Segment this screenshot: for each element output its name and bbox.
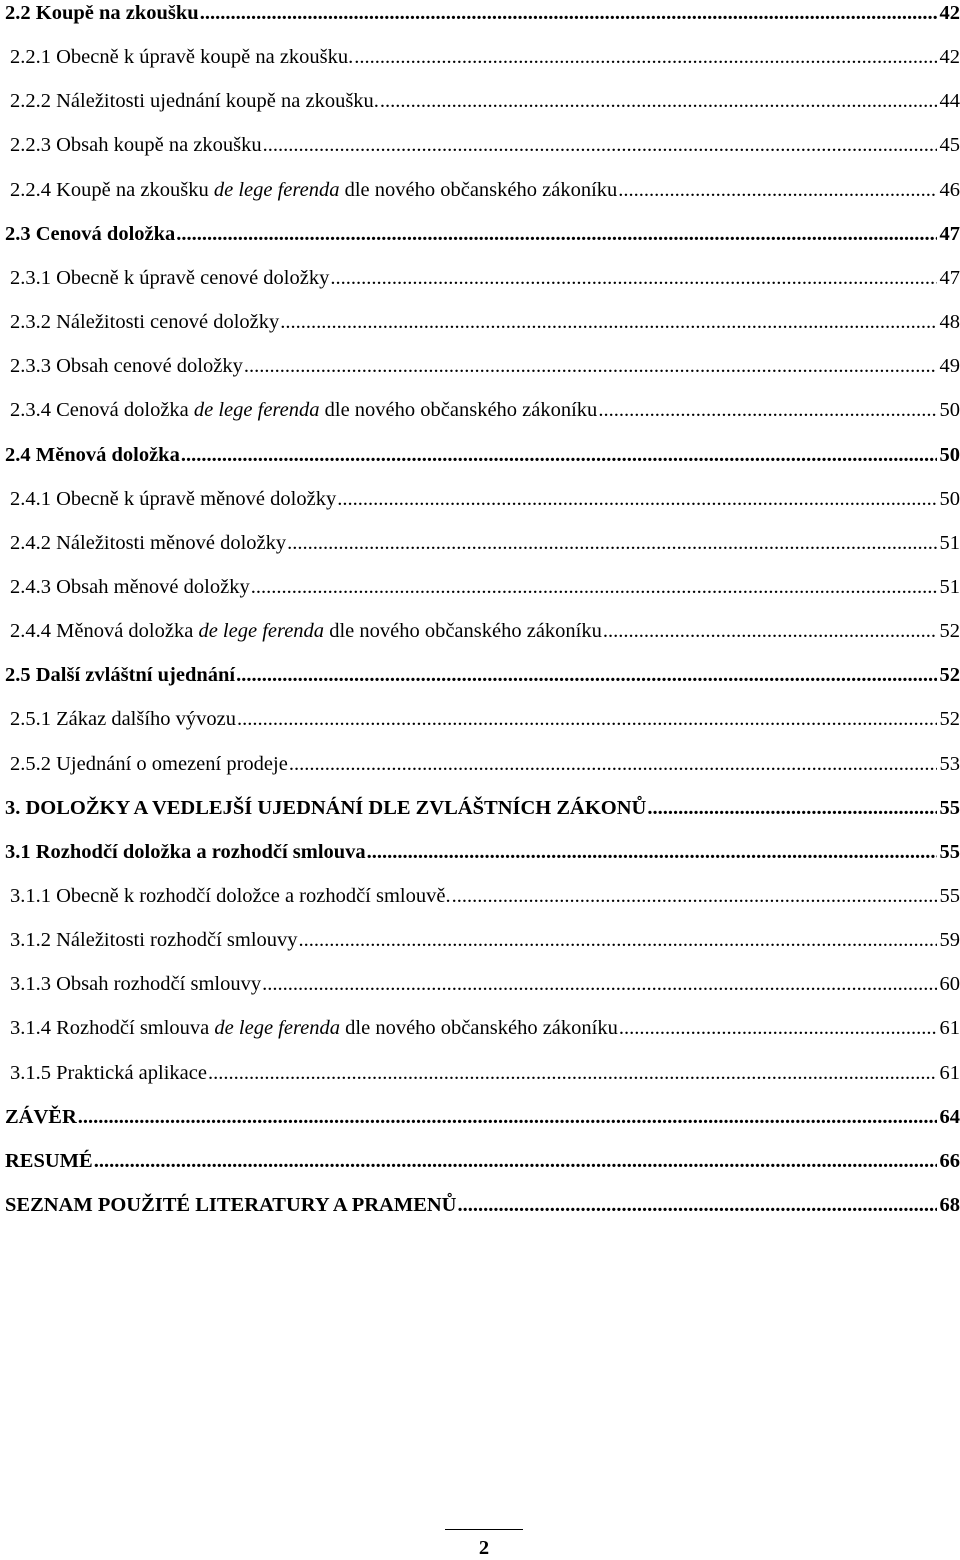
toc-entry-title [10, 351, 243, 381]
toc-entry-title-text: 3.1.3 Obsah rozhodčí smlouvy [10, 973, 261, 995]
toc-page-number: 49 [938, 351, 960, 381]
toc-entry-title [10, 572, 250, 602]
toc-dot-leader [598, 395, 936, 425]
toc-dot-leader [618, 175, 936, 205]
toc-entry[interactable] [5, 219, 960, 249]
toc-dot-leader [94, 1146, 937, 1176]
toc-entry-title [10, 528, 286, 558]
toc-entry-title-text: 3.1.4 Rozhodčí smlouva [10, 1017, 214, 1039]
toc-entry[interactable] [10, 925, 960, 955]
toc-dot-leader [263, 130, 937, 160]
toc-dot-leader [380, 86, 937, 116]
toc-page-number: 48 [938, 307, 960, 337]
toc-dot-leader [287, 528, 936, 558]
toc-entry-title [10, 616, 602, 646]
toc-entry-title-text: 2.5.2 Ujednání o omezení prodeje [10, 753, 288, 775]
toc-page-number: 55 [938, 793, 960, 823]
toc-page-number: 53 [938, 749, 960, 779]
toc-entry-title [10, 881, 451, 911]
page-number: 2 [460, 1536, 508, 1560]
toc-dot-leader [603, 616, 937, 646]
toc-entry[interactable] [5, 1146, 960, 1176]
toc-page-number: 51 [938, 528, 960, 558]
toc-dot-leader [330, 263, 936, 293]
toc-page-number: 50 [938, 484, 960, 514]
toc-entry-title-text: 3.1 Rozhodčí doložka a rozhodčí smlouva [5, 841, 366, 863]
toc-dot-leader [176, 219, 936, 249]
toc-entry-title-text: 2.3.3 Obsah cenové doložky [10, 355, 243, 377]
toc-dot-leader [452, 881, 937, 911]
toc-entry[interactable] [5, 837, 960, 867]
toc-dot-leader [237, 704, 936, 734]
toc-page-number: 42 [938, 42, 960, 72]
toc-entry-title-text: 3.1.5 Praktická aplikace [10, 1062, 207, 1084]
toc-entry-title-text: 3.1.1 Obecně k rozhodčí doložce a rozhodčí smlouvě. [10, 885, 451, 907]
toc-entry[interactable] [10, 395, 960, 425]
toc-entry-title [10, 1013, 618, 1043]
toc-entry-title-text: 2.2.2 Náležitosti ujednání koupě na zkoušku. [10, 90, 379, 112]
toc-entry-title [5, 837, 366, 867]
toc-entry-title [10, 484, 336, 514]
toc-page-number: 50 [938, 395, 960, 425]
toc-dot-leader [619, 1013, 937, 1043]
toc-dot-leader [181, 440, 937, 470]
toc-entry-title [5, 219, 175, 249]
toc-entry[interactable] [10, 572, 960, 602]
toc-entry[interactable] [10, 704, 960, 734]
toc-entry-title [10, 42, 353, 72]
toc-entry-title [10, 130, 262, 160]
toc-entry-title-text: 2.4 Měnová doložka [5, 444, 180, 466]
toc-entry[interactable] [10, 1058, 960, 1088]
toc-entry-title [5, 660, 235, 690]
toc-page-number: 46 [938, 175, 960, 205]
toc-page-number: 55 [938, 881, 960, 911]
toc-page-number: 64 [938, 1102, 960, 1132]
toc-page-number: 45 [938, 130, 960, 160]
toc-entry-title-italic: de lege ferenda [214, 179, 340, 201]
toc-page-number: 42 [938, 0, 960, 28]
toc-entry-title-text: 2.2.4 Koupě na zkoušku [10, 179, 214, 201]
toc-entry-title [10, 395, 597, 425]
toc-entry[interactable] [10, 307, 960, 337]
toc-dot-leader [251, 572, 937, 602]
toc-entry[interactable] [10, 1013, 960, 1043]
toc-dot-leader [457, 1190, 936, 1220]
toc-entry-title-suffix: dle nového občanského zákoníku [339, 179, 617, 201]
toc-entry[interactable] [10, 86, 960, 116]
toc-entry-title-italic: de lege ferenda [198, 620, 324, 642]
toc-entry-title [5, 1102, 77, 1132]
footer-rule [445, 1529, 523, 1530]
toc-entry[interactable] [10, 130, 960, 160]
toc-page-number: 51 [938, 572, 960, 602]
toc-entry-title-text: 2.3.1 Obecně k úpravě cenové doložky [10, 267, 329, 289]
toc-dot-leader [262, 969, 936, 999]
toc-entry-title [5, 0, 199, 28]
toc-entry-title [5, 440, 180, 470]
toc-entry-title [10, 175, 617, 205]
toc-entry[interactable] [10, 263, 960, 293]
toc-entry-title [10, 749, 288, 779]
toc-page-number: 52 [938, 616, 960, 646]
toc-entry[interactable] [10, 484, 960, 514]
toc-entry-title-text: 2.2 Koupě na zkoušku [5, 2, 199, 24]
toc-entry-title [10, 969, 261, 999]
toc-page-number: 52 [938, 704, 960, 734]
toc-entry-title [10, 263, 329, 293]
toc-entry-title [10, 86, 379, 116]
toc-entry-title-text: 2.2.3 Obsah koupě na zkoušku [10, 134, 262, 156]
toc-dot-leader [354, 42, 936, 72]
toc-entry-title-text: 2.4.2 Náležitosti měnové doložky [10, 532, 286, 554]
toc-entry-title-suffix: dle nového občanského zákoníku [340, 1017, 618, 1039]
toc-entry-title-suffix: dle nového občanského zákoníku [324, 620, 602, 642]
toc-dot-leader [289, 749, 937, 779]
toc-entry-title-text: 2.3.2 Náležitosti cenové doložky [10, 311, 279, 333]
toc-page-number: 52 [938, 660, 960, 690]
toc-entry[interactable] [5, 440, 960, 470]
toc-entry-title-text: 2.4.3 Obsah měnové doložky [10, 576, 250, 598]
toc-page-number: 55 [938, 837, 960, 867]
toc-entry-title-text: 2.4.4 Měnová doložka [10, 620, 198, 642]
toc-page-number: 61 [938, 1013, 960, 1043]
toc-dot-leader [367, 837, 937, 867]
toc-entry-title-text: 2.2.1 Obecně k úpravě koupě na zkoušku. [10, 46, 353, 68]
toc-entry[interactable] [10, 351, 960, 381]
toc-page-number: 44 [938, 86, 960, 116]
toc-entry[interactable] [10, 42, 960, 72]
toc-entry-title [5, 1146, 93, 1176]
toc-entry-title-text: RESUMÉ [5, 1150, 93, 1172]
toc-entry[interactable] [10, 528, 960, 558]
toc-entry-title [10, 925, 298, 955]
toc-page-number: 47 [938, 219, 960, 249]
toc-entry[interactable] [5, 1190, 960, 1220]
toc-entry-title-suffix: dle nového občanského zákoníku [320, 399, 598, 421]
toc-entry-title-text: ZÁVĚR [5, 1106, 77, 1128]
toc-entry-title-text: 2.5.1 Zákaz dalšího vývozu [10, 708, 236, 730]
toc-dot-leader [647, 793, 936, 823]
toc-page-number: 59 [938, 925, 960, 955]
toc-dot-leader [200, 0, 937, 28]
toc-dot-leader [78, 1102, 937, 1132]
toc-entry-title [5, 793, 646, 823]
toc-entry-title-text: 3.1.2 Náležitosti rozhodčí smlouvy [10, 929, 298, 951]
toc-page-number: 68 [938, 1190, 960, 1220]
toc-entry-title-italic: de lege ferenda [194, 399, 320, 421]
toc-entry[interactable] [5, 660, 960, 690]
toc-entry-title-text: SEZNAM POUŽITÉ LITERATURY A PRAMENŮ [5, 1194, 456, 1216]
toc-page-number: 47 [938, 263, 960, 293]
toc-dot-leader [337, 484, 936, 514]
toc-page-number: 66 [938, 1146, 960, 1176]
toc-entry-title [5, 1190, 456, 1220]
toc-entry[interactable] [10, 969, 960, 999]
toc-entry[interactable] [5, 0, 960, 28]
toc-entry[interactable] [10, 749, 960, 779]
toc-page-number: 60 [938, 969, 960, 999]
toc-dot-leader [299, 925, 937, 955]
toc-entry-title [10, 1058, 207, 1088]
toc-entry-title-text: 2.5 Další zvláštní ujednání [5, 664, 235, 686]
toc-page-number: 50 [938, 440, 960, 470]
toc-entry-title-italic: de lege ferenda [214, 1017, 340, 1039]
toc-page-number: 61 [938, 1058, 960, 1088]
toc-entry-title [10, 704, 236, 734]
toc-entry[interactable] [5, 1102, 960, 1132]
toc-entry[interactable] [10, 881, 960, 911]
toc-entry-title-text: 2.3 Cenová doložka [5, 223, 175, 245]
toc-entry[interactable] [5, 793, 960, 823]
toc-entry[interactable] [10, 616, 960, 646]
toc-dot-leader [244, 351, 937, 381]
toc-dot-leader [208, 1058, 937, 1088]
toc-entry[interactable] [10, 175, 960, 205]
toc-entry-title [10, 307, 279, 337]
toc-entry-title-text: 3. DOLOŽKY A VEDLEJŠÍ UJEDNÁNÍ DLE ZVLÁŠTNÍCH ZÁKONŮ [5, 797, 646, 819]
toc-entry-title-text: 2.4.1 Obecně k úpravě měnové doložky [10, 488, 336, 510]
toc-dot-leader [280, 307, 936, 337]
toc-entry-title-text: 2.3.4 Cenová doložka [10, 399, 194, 421]
toc-dot-leader [236, 660, 936, 690]
